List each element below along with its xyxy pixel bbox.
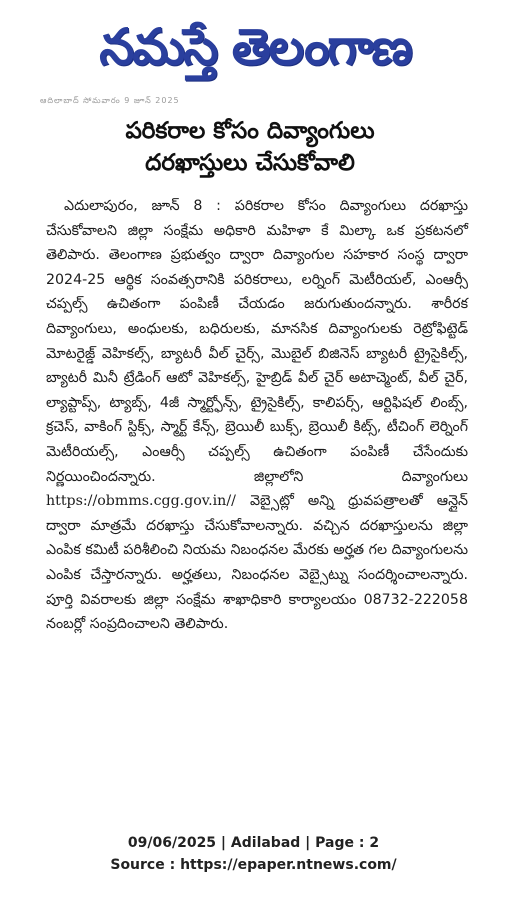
footer-date-edition: 09/06/2025 | Adilabad | Page : 2: [127, 835, 380, 851]
footer-source: Source : https://epaper.ntnews.com/: [110, 857, 397, 873]
headline-line-1: పరికరాల కోసం దివ్యాంగులు: [125, 118, 375, 144]
article-body: [46, 194, 468, 637]
source-footer: [0, 832, 507, 876]
header-strip: ఆదిలాబాద్ సోమవారం 9 జూన్ 2025: [40, 96, 180, 105]
body-text-part-2: వెబ్సైట్లో అన్ని ధ్రువపత్రాలతో ఆన్లైన్ ద్వారా మాత్రమే దరఖాస్తు చేసుకోవాలన్నారు. వచ్చిన దరఖాస్తులను జిల్లా ఎంపిక కమిటీ పరిశీలించి నియమ నిబంధనల మేరకు అర్హత గల దివ్యాంగులను ఎంపిక చేస్తారన్నారు. అర్హతలు, నిబంధనల వెబ్సైట్ను సందర్శించాలన్నారు. పూర్తి వివరాలకు జిల్లా సంక్షేమ శాఖాధికారి కార్యాలయం 08732-222058 నంబర్లో సంప్రదించాలని తెలిపారు.: [46, 493, 468, 633]
website-link[interactable]: https://obmms.cgg.gov.in//: [46, 493, 236, 510]
headline-line-2: దరఖాస్తులు చేసుకోవాలి: [145, 150, 355, 176]
body-text-part-1: ఎదులాపురం, జూన్ 8 : పరికరాల కోసం దివ్యాంగులు దరఖాస్తు చేసుకోవాలని జిల్లా సంక్షేమ అధికారి మహిళా కే మిల్కా ఒక ప్రకటనలో తెలిపారు. తెలంగాణ ప్రభుత్వం ద్వారా దివ్యాంగుల సహకార సంస్థ ద్వారా 2024-25 ఆర్థిక సంవత్సరానికి పరికరాలు, లర్నింగ్ మెటీరియల్, ఎంఆర్సీ చప్పల్స్ ఉచితంగా పంపిణీ చేయడం జరుగుతుందన్నారు. శారీరక దివ్యాంగులు, అంధులకు, బధిరులకు, మానసిక దివ్యాంగులకు రెట్రోఫిట్టెడ్ మోటరైజ్డ్ వెహికల్స్, బ్యాటరీ వీల్ చైర్స్, మొబైల్ బిజినెస్ బ్యాటరీ ట్రైసైకిల్స్, బ్యాటరీ మినీ ట్రేడింగ్ ఆటో వెహికల్స్, హైబ్రిడ్ వీల్ చైర్ అటాచ్మెంట్, వీల్ చైర్, ల్యాప్టాప్స్, ట్యాబ్స్, 4జీ స్మార్ట్ఫోన్స్, ట్రైసైకిల్స్, కాలిపర్స్, ఆర్టిఫిషల్ లింబ్స్, క్రచెస్, వాకింగ్ స్టిక్స్, స్మార్ట్ కేన్స్, బ్రెయిలీ బుక్స్, బ్రెయిలీ కిట్స్, టీచింగ్ లెర్నింగ్ మెటీరియల్స్, ఎంఆర్సీ చప్పల్స్ ఉచితంగా పంపిణీ చేసేందుకు నిర్ణయించిందన్నారు. జిల్లాలోని దివ్యాంగులు: [46, 198, 468, 485]
newspaper-masthead: నమస్తే తెలంగాణ: [99, 18, 411, 76]
article-paragraph: [46, 194, 468, 637]
